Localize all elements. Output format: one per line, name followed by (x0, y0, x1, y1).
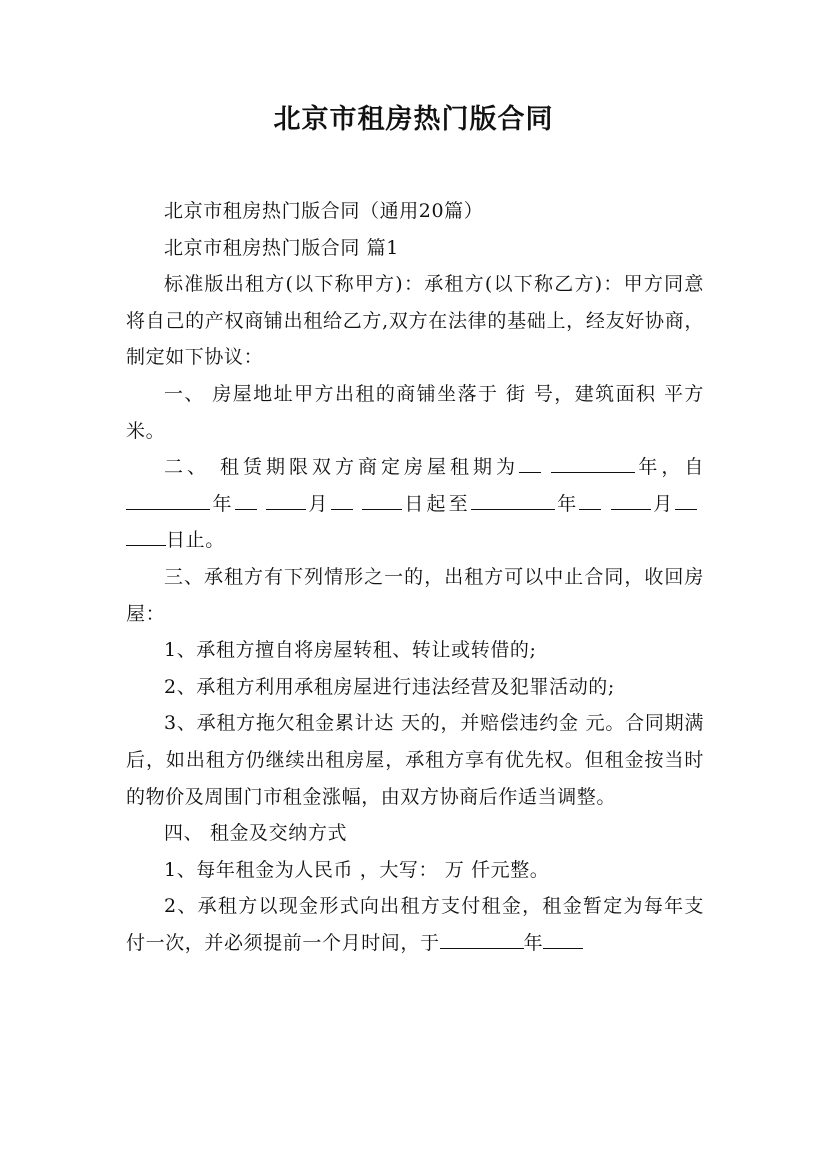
paragraph-section-heading: 北京市租房热门版合同 篇1 (164, 236, 399, 259)
paragraph-rent-payment (126, 888, 704, 961)
lease-term-text-d: 月 (305, 492, 331, 515)
lease-term-text-e: 日起至 (401, 492, 471, 515)
blank-field (543, 928, 583, 949)
blank-field (331, 489, 353, 510)
paragraph-termination-item-3: 3、承租方拖欠租金累计达 天的，并赔偿违约金 元。合同期满后，如出租方仍继续出租房屋，承租方享有优先权。但租金按当时的物价及周围门市租金涨幅，由双方协商后作适当调整。 (126, 712, 704, 808)
rent-payment-text-b: 年 (523, 931, 544, 954)
blank-field (126, 489, 210, 510)
rent-payment-text-a: 2、承租方以现金形式向出租方支付租金，租金暂定为每年支付一次，并必须提前一个月时间，于 (126, 895, 704, 954)
paragraph-termination: 三、承租方有下列情形之一的，出租方可以中止合同，收回房屋： (126, 565, 704, 625)
lease-term-text-f: 年 (554, 492, 580, 515)
paragraph-rent-amount: 1、每年租金为人民币 ，大写： 万 仟元整。 (164, 858, 550, 881)
lease-term-text-b: 年，自 (635, 456, 705, 479)
paragraph-parties: 标准版出租方(以下称甲方)：承租方(以下称乙方)：甲方同意将自己的产权商铺出租给乙方,双方在法律的基础上，经友好协商，制定如下协议： (126, 273, 704, 369)
paragraph-termination-item-2: 2、承租方利用承租房屋进行违法经营及犯罪活动的; (164, 675, 615, 698)
blank-field (440, 928, 524, 949)
paragraph-rent-heading: 四、 租金及交纳方式 (164, 822, 348, 845)
paragraph-subtitle: 北京市租房热门版合同（通用20篇） (164, 200, 484, 222)
blank-field (519, 452, 541, 473)
blank-field (579, 489, 601, 510)
blank-field (362, 489, 402, 510)
blank-field (471, 489, 555, 510)
paragraph-house-address: 一、 房屋地址甲方出租的商铺坐落于 街 号，建筑面积 平方米。 (126, 382, 704, 442)
blank-field (551, 452, 635, 473)
blank-field (126, 525, 166, 546)
lease-term-text-c: 年 (210, 492, 235, 515)
document-title: 北京市租房热门版合同 (273, 104, 554, 135)
paragraph-lease-term (126, 449, 704, 559)
lease-term-text-h: 日止。 (166, 529, 225, 552)
blank-field (675, 489, 697, 510)
paragraph-termination-item-1: 1、承租方擅自将房屋转租、转让或转借的; (164, 639, 537, 662)
blank-field (266, 489, 306, 510)
blank-field (235, 489, 257, 510)
document-body (126, 193, 704, 961)
blank-field (611, 489, 651, 510)
lease-term-text-g: 月 (650, 492, 676, 515)
lease-term-text-a: 二、 租赁期限双方商定房屋租期为 (164, 456, 519, 479)
